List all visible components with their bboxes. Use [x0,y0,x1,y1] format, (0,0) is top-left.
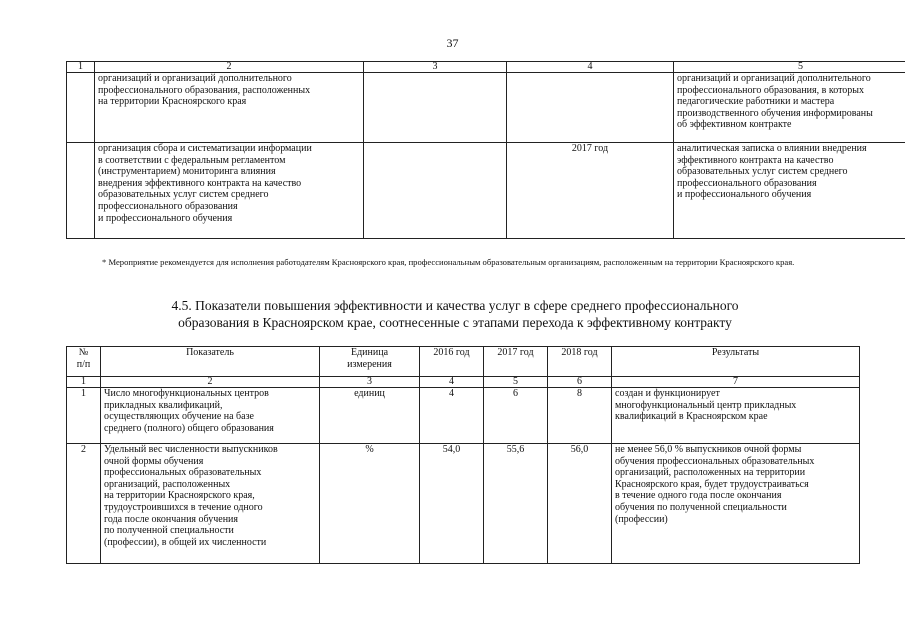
column-number: 2 [101,377,320,388]
row-cell [364,143,507,239]
section-title: 4.5. Показатели повышения эффективности и качества услуг в сфере среднего профессионального образования в Красноярском крае, соотнесенные с этапами перехода к эффективному контракту [171,298,739,330]
deadline-cell [507,73,674,143]
row-cell [67,73,95,143]
column-number: 4 [507,62,674,73]
row-cell [67,143,95,239]
measure-text: организация сбора и систематизации информации в соответствии с федеральным регламентом (инструментарием) мониторинга влияния внедрения эффективного контракта на качество образовательных услуг систем среднего профессионального образования и профессионального обучения [95,143,364,239]
result-text: не менее 56,0 % выпускников очной формы обучения профессиональных образовательных организаций, расположенных на территории Красноярского края, будет трудоустраиваться в течение одного года после окончания обучения по полученной специальности (профессии) [612,444,860,564]
value-2016: 54,0 [420,444,484,564]
header-num: № п/п [67,347,101,377]
table-row [67,143,905,239]
header-2016: 2016 год [420,347,484,377]
header-2018: 2018 год [548,347,612,377]
column-number: 5 [484,377,548,388]
value-2018: 56,0 [548,444,612,564]
header-row [67,347,860,377]
column-numbers-row [67,377,860,388]
measure-text: организаций и организаций дополнительного профессионального образования, расположенных на территории Красноярского края [95,73,364,143]
column-number: 3 [364,62,507,73]
value-2017: 55,6 [484,444,548,564]
value-2016: 4 [420,388,484,444]
unit-cell: единиц [320,388,420,444]
row-cell [364,73,507,143]
deadline-cell: 2017 год [507,143,674,239]
header-unit: Единица измерения [320,347,420,377]
measures-table [66,61,905,239]
column-number: 2 [95,62,364,73]
column-number: 4 [420,377,484,388]
value-2017: 6 [484,388,548,444]
table-row [67,388,860,444]
indicator-text: Удельный вес численности выпускников очной формы обучения профессиональных образовательных организаций, расположенных на территории Красноярского края, трудоустроившихся в течение одного года после окончания обучения по полученной специальности (профессии), в общей их численности [101,444,320,564]
result-text: организаций и организаций дополнительного профессионального образования, в которых педагогические работники и мастера производственного обучения информированы об эффективном контракте [674,73,905,143]
result-text: создан и функционирует многофункциональный центр прикладных квалификаций в Красноярском крае [612,388,860,444]
indicators-table [66,346,860,564]
column-number: 1 [67,62,95,73]
table-row [67,444,860,564]
header-results: Результаты [612,347,860,377]
indicator-text: Число многофункциональных центров прикладных квалификаций, осуществляющих обучение на базе среднего (полного) общего образования [101,388,320,444]
result-text: аналитическая записка о влиянии внедрения эффективного контракта на качество образовательных услуг систем среднего профессионального образования и профессионального обучения [674,143,905,239]
column-number: 5 [674,62,905,73]
unit-cell: % [320,444,420,564]
row-number: 1 [67,388,101,444]
column-number: 6 [548,377,612,388]
column-numbers-row [67,62,905,73]
header-indicator: Показатель [101,347,320,377]
value-2018: 8 [548,388,612,444]
header-2017: 2017 год [484,347,548,377]
column-number: 1 [67,377,101,388]
page-number: 37 [446,36,459,50]
footnote: * Мероприятие рекомендуется для исполнения работодателям Красноярского края, профессиональным образовательным организациям, расположенным на территории Красноярского края. [102,257,795,267]
table-row [67,73,905,143]
row-number: 2 [67,444,101,564]
column-number: 7 [612,377,860,388]
column-number: 3 [320,377,420,388]
